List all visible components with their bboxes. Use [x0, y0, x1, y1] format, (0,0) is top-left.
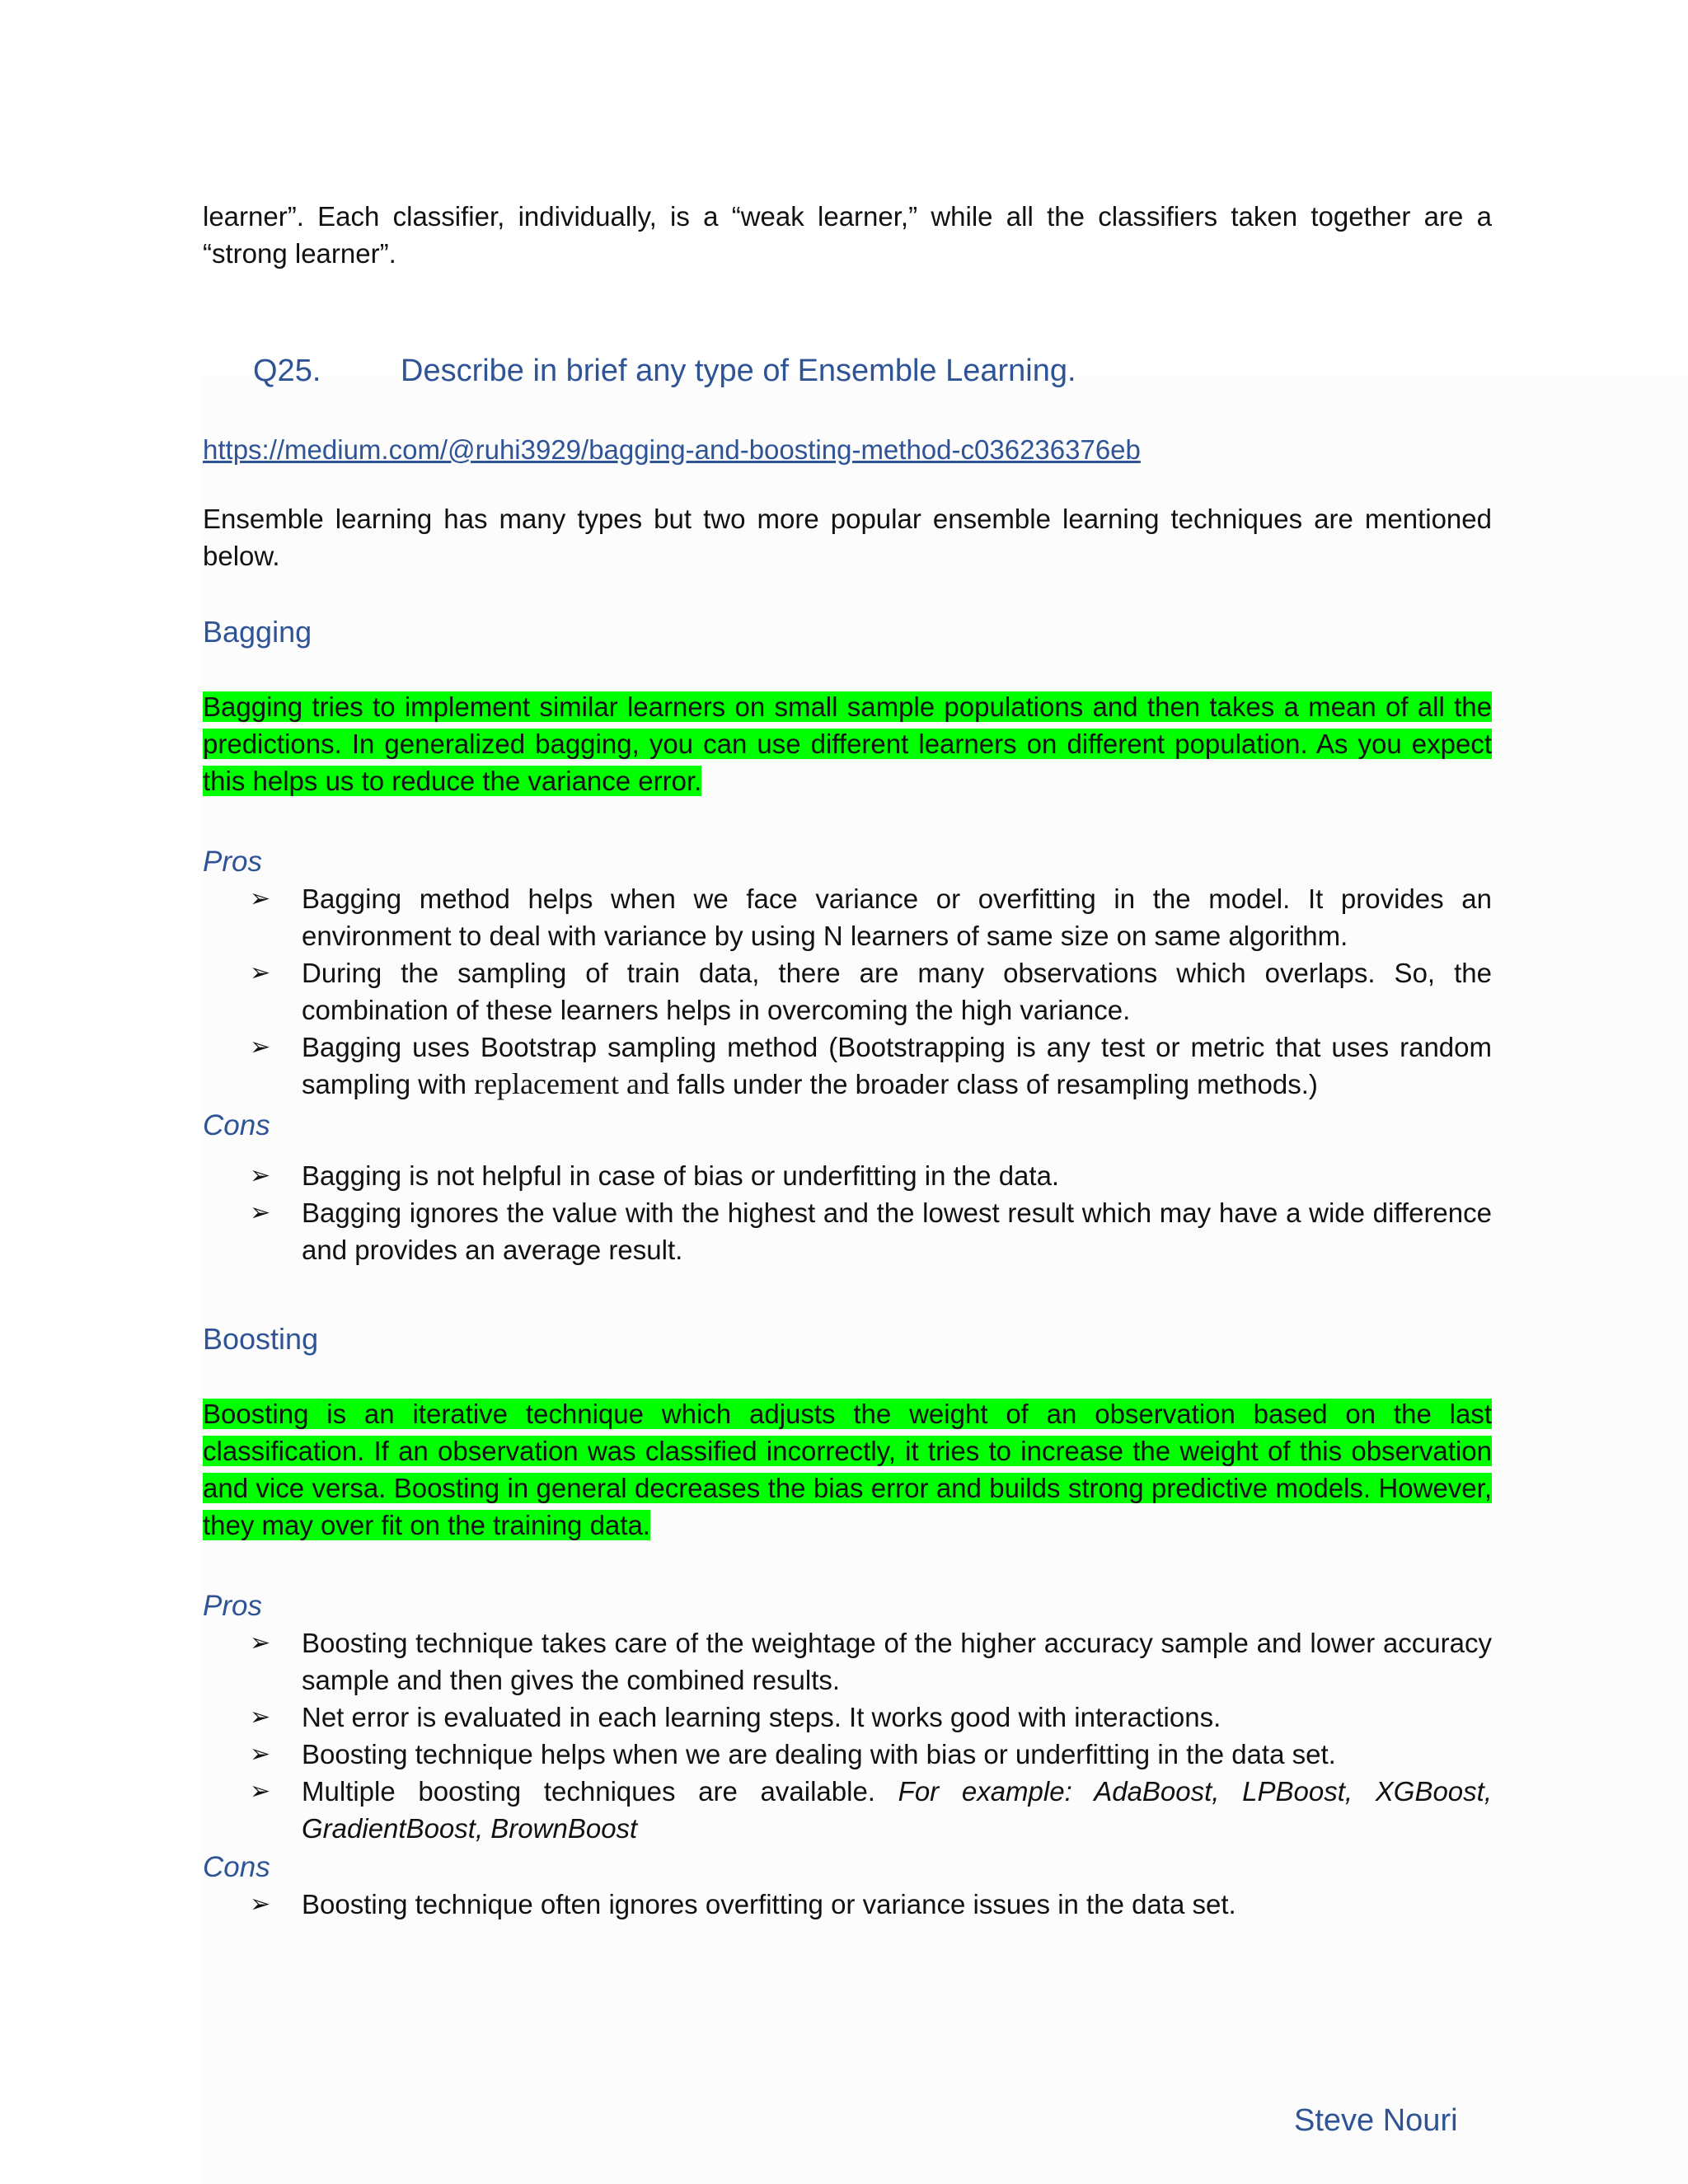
list-item	[203, 954, 1492, 1029]
question-title: Describe in brief any type of Ensemble Learning.	[401, 354, 1076, 388]
bagging-pro-1: Bagging method helps when we face variance or overfitting in the model. It provides an environment to deal with variance by using N learners of same size on same algorithm.	[302, 883, 1492, 951]
bagging-cons-list	[203, 1157, 1492, 1268]
boosting-pro-4-before: Multiple boosting techniques are available.	[302, 1776, 898, 1807]
lead-paragraph: Ensemble learning has many types but two more popular ensemble learning techniques are mentioned below.	[203, 504, 1492, 571]
arrow-bullet-icon: ➢	[250, 1740, 271, 1769]
boosting-highlight-paragraph	[203, 1395, 1492, 1544]
boosting-pro-4-examples: For example: AdaBoost, LPBoost, XGBoost, GradientBoost, BrownBoost	[302, 1776, 1492, 1844]
bagging-pro-3-after: falls under the broader class of resampling methods.)	[668, 1069, 1318, 1099]
arrow-bullet-icon: ➢	[250, 1890, 271, 1919]
bagging-con-2: Bagging ignores the value with the highest and the lowest result which may have a wide difference and provides an average result.	[302, 1197, 1492, 1265]
arrow-bullet-icon: ➢	[250, 884, 271, 913]
footer-author: Steve Nouri	[1294, 2103, 1458, 2138]
boosting-con-1: Boosting technique often ignores overfitting or variance issues in the data set.	[302, 1889, 1236, 1919]
arrow-bullet-icon: ➢	[250, 1033, 271, 1062]
question-heading	[203, 353, 1492, 390]
boosting-pros-label: Pros	[203, 1590, 262, 1622]
arrow-bullet-icon: ➢	[250, 1161, 271, 1190]
boosting-pro-2: Net error is evaluated in each learning steps. It works good with interactions.	[302, 1702, 1221, 1732]
arrow-bullet-icon: ➢	[250, 958, 271, 987]
arrow-bullet-icon: ➢	[250, 1629, 271, 1657]
bagging-highlight-text: Bagging tries to implement similar learners on small sample populations and then takes a mean of all the predictions. In generalized bagging, you can use different learners on different population. As you expect this helps us to reduce the variance error.	[203, 691, 1492, 796]
list-item	[203, 1736, 1492, 1773]
boosting-heading: Boosting	[203, 1322, 319, 1356]
source-link[interactable]: https://medium.com/@ruhi3929/bagging-and-boosting-method-c036236376eb	[203, 434, 1141, 465]
arrow-bullet-icon: ➢	[250, 1777, 271, 1806]
bagging-pros-list	[203, 880, 1492, 1103]
bagging-cons-label: Cons	[203, 1109, 270, 1141]
question-number: Q25.	[253, 354, 321, 388]
document-body	[203, 198, 1492, 1923]
list-item	[203, 1194, 1492, 1268]
bagging-pro-3-serif: replacement and	[474, 1067, 669, 1100]
list-item	[203, 1029, 1492, 1103]
list-item	[203, 1773, 1492, 1847]
arrow-bullet-icon: ➢	[250, 1198, 271, 1227]
bagging-pro-3-before: Bagging uses Bootstrap sampling method (Bootstrapping is any test or metric that uses random sampling with	[302, 1032, 1492, 1099]
list-item	[203, 1699, 1492, 1736]
list-item	[203, 1886, 1492, 1923]
list-item	[203, 1157, 1492, 1194]
arrow-bullet-icon: ➢	[250, 1703, 271, 1732]
bagging-highlight-paragraph	[203, 688, 1492, 799]
bagging-pro-2: During the sampling of train data, there are many observations which overlaps. So, the combination of these learners helps in overcoming the high variance.	[302, 958, 1492, 1025]
boosting-cons-list	[203, 1886, 1492, 1923]
intro-paragraph: learner”. Each classifier, individually, is a “weak learner,” while all the classifiers taken together are a “strong learner”.	[203, 201, 1492, 269]
boosting-pro-1: Boosting technique takes care of the weightage of the higher accuracy sample and lower accuracy sample and then gives the combined results.	[302, 1628, 1492, 1695]
boosting-pros-list	[203, 1624, 1492, 1847]
boosting-cons-label: Cons	[203, 1851, 270, 1883]
list-item	[203, 880, 1492, 954]
bagging-con-1: Bagging is not helpful in case of bias or underfitting in the data.	[302, 1160, 1060, 1191]
boosting-pro-3: Boosting technique helps when we are dealing with bias or underfitting in the data set.	[302, 1739, 1336, 1769]
boosting-highlight-text: Boosting is an iterative technique which adjusts the weight of an observation based on the last classification. If an observation was classified incorrectly, it tries to increase the weight of this observation and vice versa. Boosting in general decreases the bias error and builds strong predictive models. However, they may over fit on the training data.	[203, 1399, 1492, 1540]
bagging-heading: Bagging	[203, 615, 312, 649]
list-item	[203, 1624, 1492, 1699]
bagging-pros-label: Pros	[203, 846, 262, 878]
